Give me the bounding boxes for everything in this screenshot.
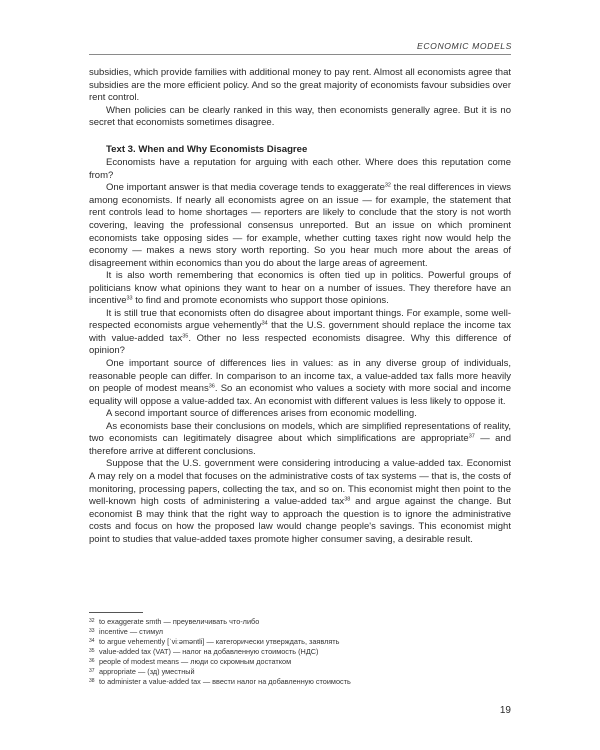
footnote-text: to administer a value-added tax — ввести налог на добавленную стоимость — [99, 677, 351, 686]
paragraph: When policies can be clearly ranked in this way, then economists generally agree. But it is no secret that economists sometimes disagree. — [89, 104, 511, 129]
text-run: . So an economist who values a society with more social and income equality will oppose a value-added tax. An economist with different values is less likely to oppose it. — [89, 383, 512, 407]
text-run: It is also worth remembering that economics is often tied up in politics. Powerful groups of politicians know what opinions they want to hear on a number of issues. They therefore have an incentive — [89, 270, 511, 307]
footnote — [89, 667, 511, 677]
paragraph — [89, 308, 511, 358]
page-number: 19 — [499, 705, 511, 716]
footnote-number: 38 — [89, 677, 95, 684]
paragraph: A second important source of differences arises from economic modelling. — [106, 408, 417, 420]
footnote-ref: 32 — [384, 182, 391, 189]
text-run: One important answer is that media coverage tends to exaggerate — [106, 182, 385, 194]
footnote-ref: 36 — [208, 383, 215, 390]
paragraph — [89, 358, 511, 408]
paragraph — [89, 458, 511, 546]
footnote — [89, 637, 511, 647]
footnote-text: incentive — стимул — [99, 627, 164, 636]
footnote-text: appropriate — (зд) уместный — [99, 667, 195, 676]
footnote — [89, 627, 511, 637]
footnote-number: 36 — [89, 657, 95, 664]
text-run: As economists base their conclusions on models, which are simplified representations of reality, two economists can legitimately disagree about which simplifications are appropriate — [89, 420, 511, 445]
footnotes — [89, 617, 511, 687]
footnote-text: to exaggerate smth — преувеличивать что-либо — [99, 617, 260, 626]
footnote — [89, 617, 511, 627]
footnote-text: people of modest means — люди со скромным достатком — [99, 657, 292, 666]
paragraph: Economists have a reputation for arguing with each other. Where does this reputation come from? — [89, 157, 511, 181]
text-run: Suppose that the U.S. government were considering introducing a value-added tax. Economist A may rely on a model that focuses on the administrative costs of tax systems — that is, the costs of monitoring, processing papers, collecting the tax, and so on. This economist might then point to the well-known high costs of administering a value-added tax — [89, 458, 511, 508]
footnote — [89, 657, 511, 667]
paragraph — [89, 270, 511, 308]
paragraph — [89, 421, 511, 459]
footnote-ref: 37 — [468, 433, 475, 440]
footnote — [89, 677, 511, 687]
footnote-ref: 33 — [126, 295, 133, 302]
text-run: and argue against the change. But economist B may think that the right way to approach the question is to ignore the administrative costs and focus on how the proposed law would change people's savings. This economist might point to studies that value-added taxes promote higher consumer saving, a desirable result. — [89, 496, 511, 545]
footnote — [89, 647, 511, 657]
footnote-text: to argue vehemently [ˈviːəməntli] — категорически утверждать, заявлять — [99, 637, 340, 646]
footnote-number: 35 — [89, 647, 95, 654]
paragraph — [89, 182, 511, 270]
footnote-ref: 34 — [261, 320, 268, 327]
footnote-ref: 38 — [344, 496, 351, 503]
footnote-number: 33 — [89, 627, 95, 634]
footnote-number: 34 — [89, 637, 95, 644]
footnote-ref: 35 — [182, 333, 189, 340]
text-run: One important source of differences lies in values: as in any diverse group of individuals, reasonable people can differ. In comparison to an income tax, a value-added tax falls more heavily on people of modest means — [89, 358, 511, 395]
footnote-number: 32 — [89, 617, 95, 624]
paragraph: subsidies, which provide families with additional money to pay rent. Almost all economists agree that subsidies are the more efficient policy. And so the great majority of economists favour subsidies over rent control. — [89, 67, 511, 104]
text-run: the real differences in views among economists. If nearly all economists agree on an issue — for example, the statement that rent controls lead to home shortages — reporters are likely to conclude that the story is not worth covering, leaving the professional consensus unreported. But an issue on which prominent economists take opposing sides — for example, whether cutting taxes right now would help the economy — makes a news story worth reporting. So you hear much more about the areas of disagreement within economics than you do about the large areas of agreement. — [89, 182, 511, 269]
footnote-text: value-added tax (VAT) — налог на добавленную стоимость (НДС) — [99, 647, 319, 656]
footnote-number: 37 — [89, 667, 95, 674]
running-head: ECONOMIC MODELS — [417, 41, 512, 51]
text-run: — and therefore arrive at different conclusions. — [89, 433, 511, 457]
header-rule — [89, 54, 511, 55]
footnote-rule — [89, 612, 143, 613]
text-run: to find and promote economists who support those opinions. — [132, 295, 389, 307]
section-heading: Text 3. When and Why Economists Disagree — [106, 143, 308, 155]
text-run: that the U.S. government should replace the income tax with value-added tax — [89, 320, 511, 344]
body-text — [89, 67, 511, 546]
text-run: It is still true that economists often do disagree about important things. For example, some well-respected economists argue vehemently — [89, 307, 511, 332]
text-run: . Other no less respected economists disagree. Why this difference of opinion? — [89, 332, 511, 357]
